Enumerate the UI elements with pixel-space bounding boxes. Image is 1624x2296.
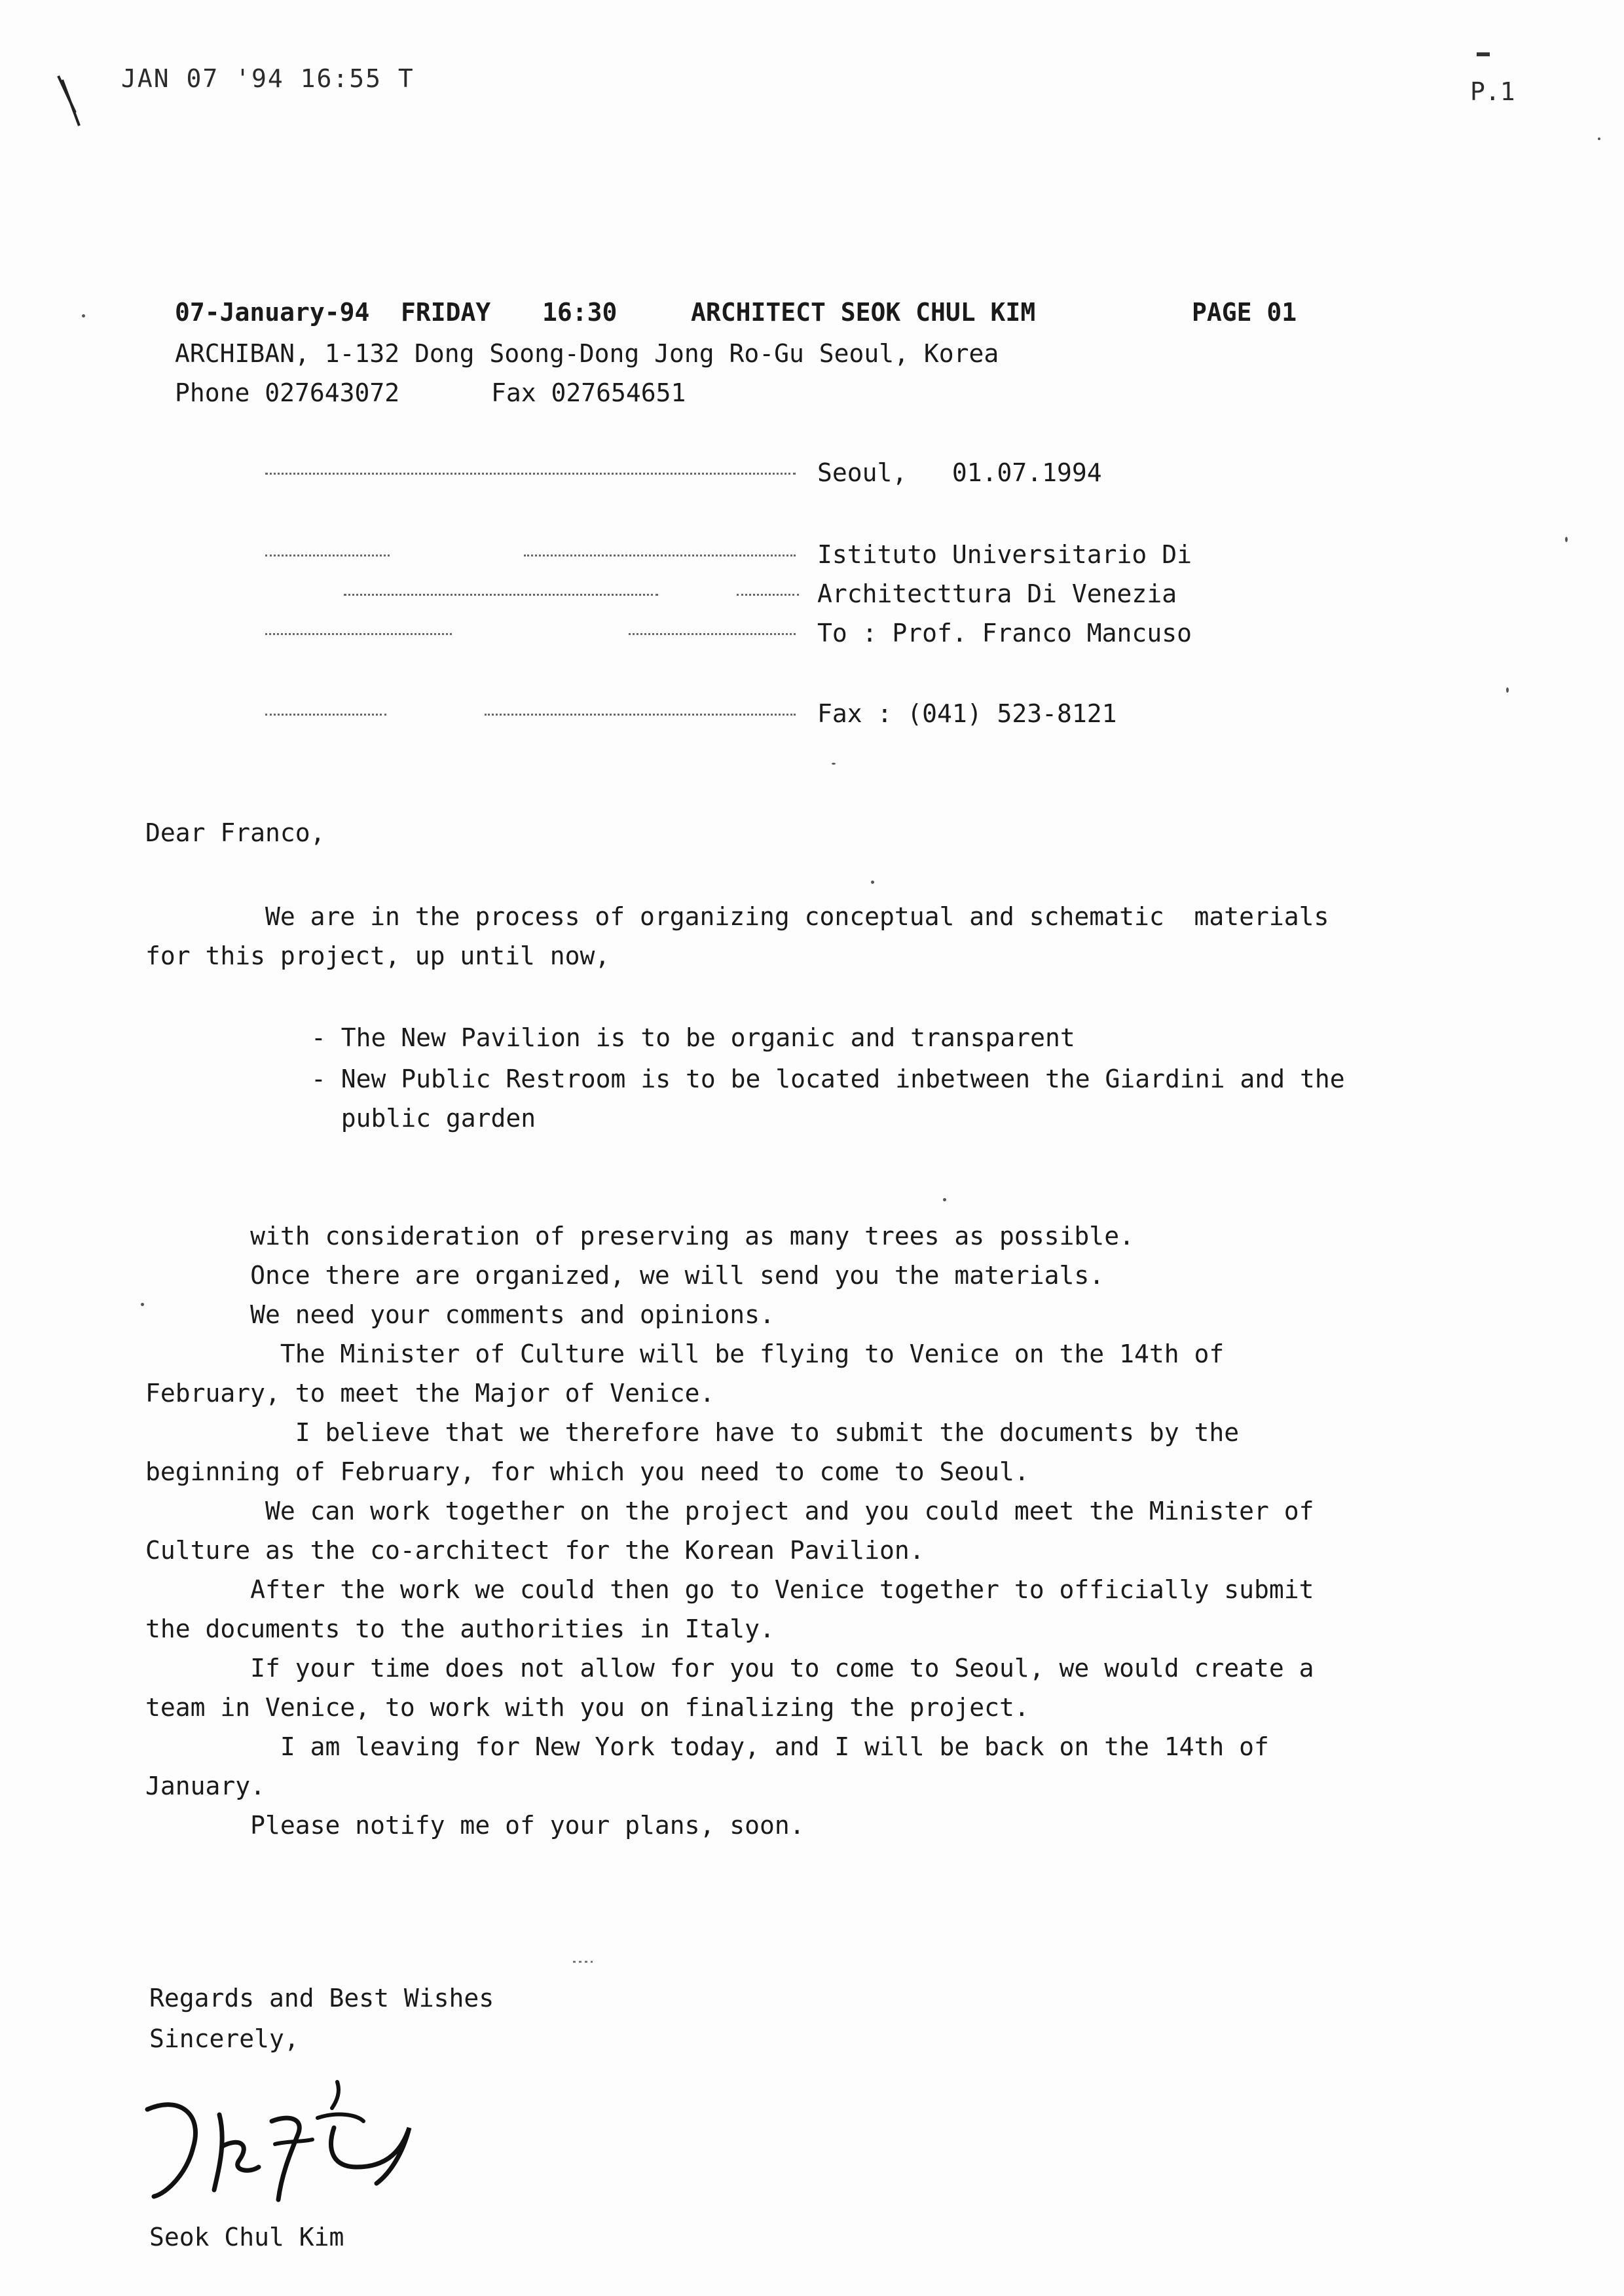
fax-page-number: P.1 (1470, 77, 1515, 106)
handwritten-signature (141, 2069, 481, 2206)
dotted-leader (265, 633, 452, 635)
letterhead-phone: Phone 027643072 (175, 378, 400, 407)
page-mark (1477, 52, 1490, 56)
salutation: Dear Franco, (145, 818, 325, 847)
letterhead-time: 16:30 (542, 298, 618, 327)
place-date: Seoul, 01.07.1994 (817, 458, 1102, 487)
signatory-name: Seok Chul Kim (149, 2223, 344, 2251)
institution-line-1: Istituto Universitario Di (817, 540, 1192, 569)
scan-speck (832, 763, 836, 765)
dotted-leader (265, 473, 796, 475)
scan-speck (943, 1198, 946, 1201)
bullet-item: - The New Pavilion is to be organic and transparent (311, 1023, 1075, 1052)
scan-speck (871, 881, 874, 884)
dotted-leader (344, 594, 658, 596)
recipient-fax: Fax : (041) 523-8121 (817, 699, 1117, 728)
body-paragraphs: with consideration of preserving as many trees as possible. Once there are organized, we will send you the materials. We need your comments and opinions. The Minister of Culture will be flying to Venice on the 14th of February, to meet the Major of Venice. I believe that we therefore have to submit the documents by the beginning of February, for which you need to come to Seoul. We can work together on the project and you could meet the Minister of Culture as the co-architect for the Korean Pavilion. After the work we could then go to Venice together to officially submit the documents to the authorities in Italy. If your time does not allow for you to come to Seoul, we would create a team in Venice, to work with you on finalizing the project. I am leaving for New York today, and I will be back on the 14th of January. Please notify me of your plans, soon. (145, 1222, 1314, 1840)
dotted-leader (485, 714, 796, 716)
scan-speck (1506, 687, 1509, 693)
scan-speck (1598, 137, 1600, 140)
scan-speck (573, 1961, 593, 1963)
closing-sincerely: Sincerely, (149, 2024, 299, 2053)
dotted-leader (265, 714, 386, 716)
dotted-leader (629, 633, 796, 635)
dotted-leader (524, 555, 796, 556)
recipient-name: To : Prof. Franco Mancuso (817, 619, 1192, 647)
bullet-item: - New Public Restroom is to be located inbetween the Giardini and the public garden (311, 1065, 1345, 1133)
dotted-leader (737, 594, 799, 596)
scan-speck (82, 314, 85, 318)
stroke-mark-icon (56, 73, 82, 132)
letterhead-date: 07-January-94 (175, 298, 370, 327)
scan-speck (141, 1303, 144, 1306)
institution-line-2: Architecttura Di Venezia (817, 579, 1177, 608)
scan-speck (1565, 537, 1568, 542)
letterhead-page: PAGE 01 (1192, 298, 1297, 327)
dotted-leader (265, 555, 390, 556)
closing-regards: Regards and Best Wishes (149, 1984, 494, 2013)
letterhead-fax: Fax 027654651 (491, 378, 686, 407)
letterhead-day: FRIDAY (401, 298, 491, 327)
letterhead-sender: ARCHITECT SEOK CHUL KIM (691, 298, 1036, 327)
letterhead-address: ARCHIBAN, 1-132 Dong Soong-Dong Jong Ro-Gu Seoul, Korea (175, 339, 999, 368)
intro-paragraph: We are in the process of organizing conceptual and schematic materials for this project, up until now, (145, 902, 1329, 970)
fax-timestamp: JAN 07 '94 16:55 T (121, 64, 415, 93)
